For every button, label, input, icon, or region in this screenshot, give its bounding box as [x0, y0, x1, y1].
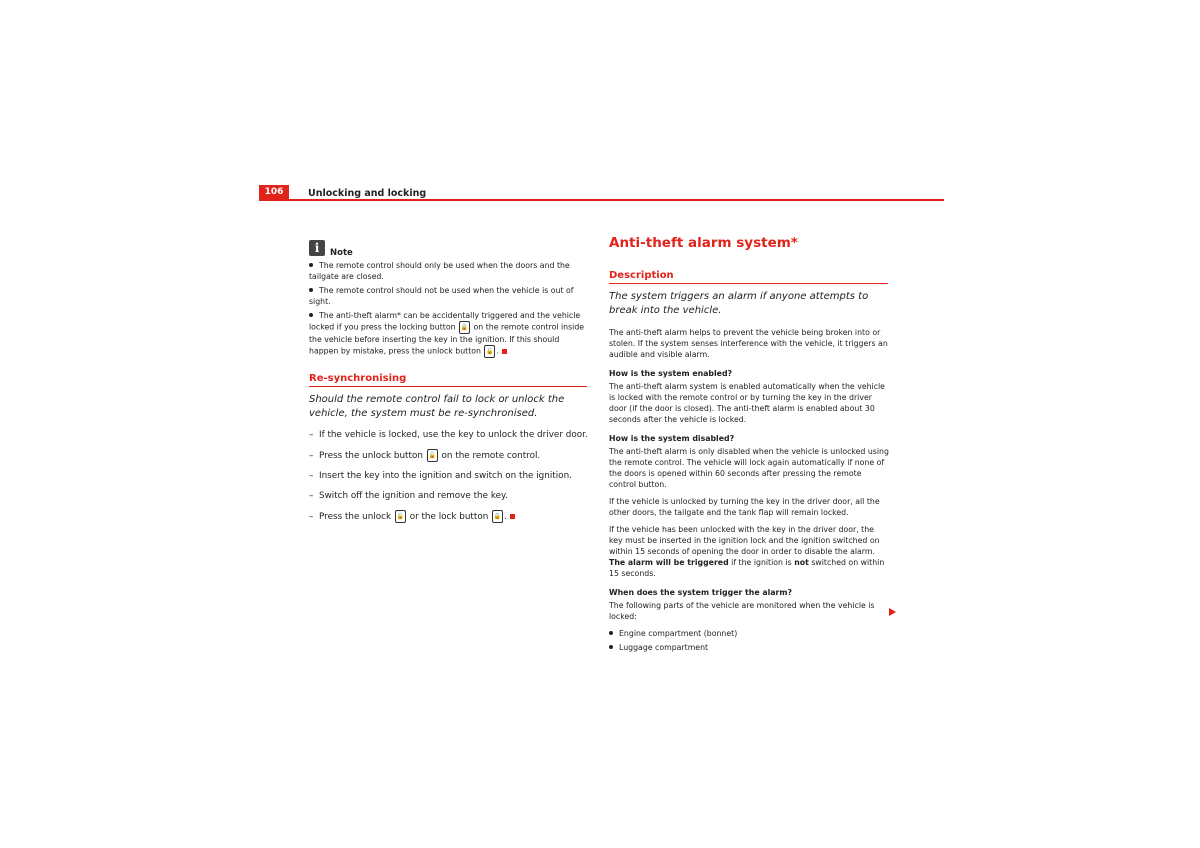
resync-step-4-text: Switch off the ignition and remove the key.: [319, 491, 508, 501]
dash: –: [309, 430, 314, 440]
alarm-lead: The system triggers an alarm if anyone attempts to break into the vehicle.: [609, 291, 869, 316]
unlock-key-icon: 🔓: [427, 449, 438, 462]
monitored-item-text: Engine compartment (bonnet): [619, 629, 738, 638]
note-bullet-1: [309, 260, 587, 282]
resync-step-5-text-a: Press the unlock: [319, 512, 392, 522]
section-title: Unlocking and locking: [308, 188, 427, 199]
lock-key-icon: 🔒: [459, 321, 470, 334]
resync-step-2-text-a: Press the unlock button: [319, 451, 423, 461]
end-mark-icon: [510, 514, 515, 519]
monitored-item: [609, 628, 889, 639]
a-disabled-3-bold-b: not: [794, 558, 809, 567]
note-bullet-2-text: The remote control should not be used when the vehicle is out of sight.: [309, 286, 574, 306]
resync-rule: [309, 386, 587, 387]
note-bullet-1-text: The remote control should only be used when the doors and the tailgate are closed.: [309, 261, 570, 281]
q-trigger: When does the system trigger the alarm?: [609, 588, 793, 597]
a-disabled-3-text-b: if the ignition is: [731, 558, 792, 567]
note-bullet-2: [309, 285, 587, 307]
resync-heading: Re-synchronising: [309, 373, 407, 384]
monitored-item: [609, 642, 889, 653]
note-bullet-3-text-a: The anti-theft alarm* can be accidentally triggered and the vehicle locked if you press the locking button: [309, 311, 581, 332]
resync-step-5-text-b: or the lock button: [409, 512, 489, 522]
note-bullet-3-text-b: on the remote control inside the vehicle before inserting the key in the ignition. If this should happen by mistake, press the unlock button: [309, 322, 585, 356]
resync-step-5-text-c: .: [504, 512, 507, 522]
unlock-key-icon: 🔓: [395, 510, 406, 523]
a-trigger: The following parts of the vehicle are monitored when the vehicle is locked:: [609, 601, 875, 621]
dash: –: [309, 512, 314, 522]
resync-steps: [309, 429, 594, 523]
alarm-body: [609, 327, 889, 653]
resync-step-2-text-b: on the remote control.: [441, 451, 541, 461]
resync-step-5: [309, 510, 594, 523]
dash: –: [309, 491, 314, 501]
resync-step-3-text: Insert the key into the ignition and switch on the ignition.: [319, 471, 572, 481]
alarm-intro: The anti-theft alarm helps to prevent the vehicle being broken into or stolen. If the system senses interference with the vehicle, it triggers an audible and visible alarm.: [609, 328, 888, 359]
bullet-icon: [309, 263, 313, 267]
a-disabled-2: If the vehicle is unlocked by turning the key in the driver door, all the other doors, the tailgate and the tank flap will remain locked.: [609, 497, 880, 517]
note-bullets: [309, 260, 587, 358]
note-bullet-3: [309, 310, 587, 358]
alarm-title: Anti-theft alarm system*: [609, 235, 798, 251]
a-disabled-1: The anti-theft alarm is only disabled when the vehicle is unlocked using the remote control. The vehicle will lock again automatically if none of the doors is opened within 60 seconds after pressing the remote control button.: [609, 447, 889, 489]
end-mark-icon: [502, 349, 507, 354]
description-rule: [609, 283, 888, 284]
a-disabled-3-text-a: If the vehicle has been unlocked with the key in the driver door, the key must be inserted in the ignition lock and the ignition switched on within 15 seconds of opening the door in order to disable the alarm.: [609, 525, 880, 556]
resync-lead: Should the remote control fail to lock or unlock the vehicle, the system must be re-synchronised.: [309, 394, 565, 419]
note-bullet-3-text-c: .: [496, 346, 499, 356]
q-enabled: How is the system enabled?: [609, 369, 733, 378]
a-disabled-3: [609, 524, 889, 579]
q-disabled: How is the system disabled?: [609, 434, 735, 443]
dash: –: [309, 451, 314, 461]
unlock-key-icon: 🔓: [484, 345, 495, 358]
a-disabled-3-text-c: switched on within 15 seconds.: [609, 558, 885, 578]
dash: –: [309, 471, 314, 481]
bullet-icon: [609, 645, 613, 649]
a-disabled-3-bold-a: The alarm will be triggered: [609, 558, 729, 567]
resync-step-3: [309, 470, 594, 482]
header-rule: [259, 199, 944, 201]
resync-step-1: [309, 429, 594, 441]
bullet-icon: [309, 313, 313, 317]
bullet-icon: [609, 631, 613, 635]
bullet-icon: [309, 288, 313, 292]
resync-step-1-text: If the vehicle is locked, use the key to unlock the driver door.: [319, 430, 588, 440]
monitored-item-text: Luggage compartment: [619, 643, 709, 652]
note-label: Note: [330, 248, 353, 258]
lock-key-icon: 🔒: [492, 510, 503, 523]
resync-step-2: [309, 449, 594, 462]
info-icon: i: [309, 240, 325, 256]
page-number: 106: [259, 185, 289, 200]
continue-arrow-icon: [889, 608, 896, 616]
description-heading: Description: [609, 270, 674, 281]
a-enabled: The anti-theft alarm system is enabled automatically when the vehicle is locked with the remote control or by turning the key in the driver door (if the door is closed). The anti-theft alarm is enabled about 30 seconds after the vehicle is locked.: [609, 382, 885, 424]
resync-step-4: [309, 490, 594, 502]
